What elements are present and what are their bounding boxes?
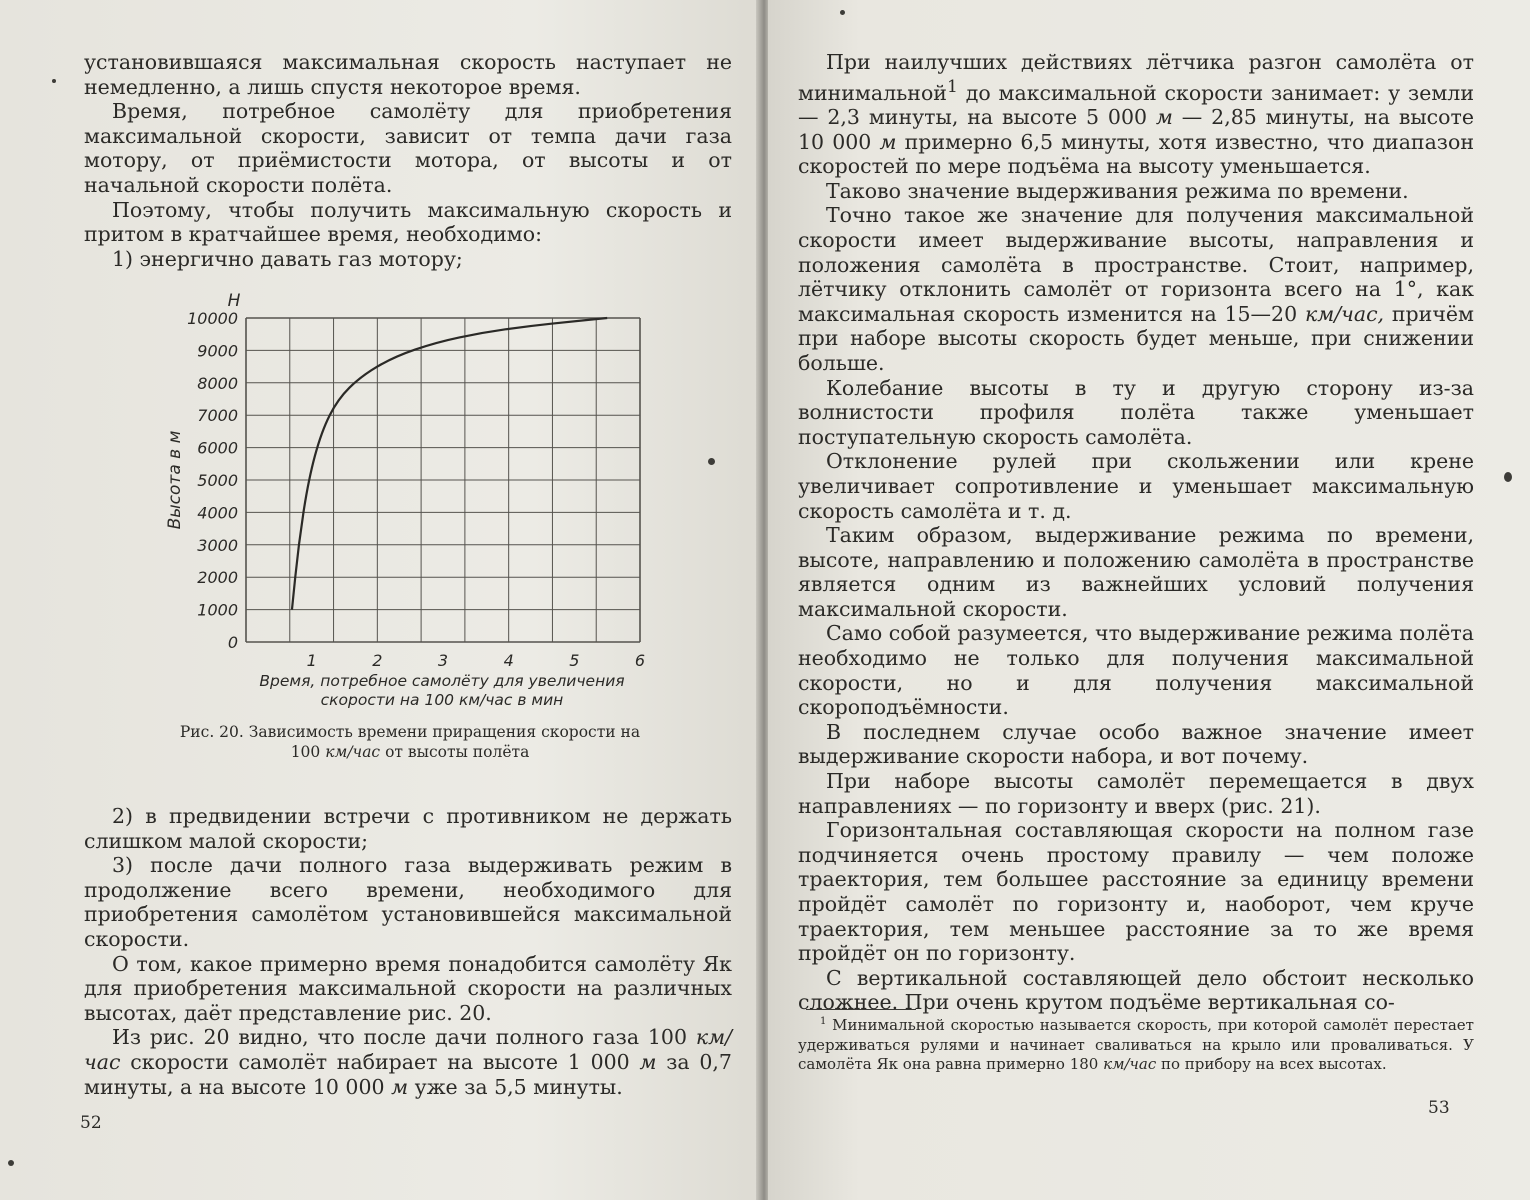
x-tick-label: 1 xyxy=(306,651,317,670)
paragraph: Таким образом, выдерживание режима по времени, высоте, направлению и положению самолёта в пространстве является одним из важнейших условий получения максимальной скорости. xyxy=(798,523,1474,621)
series-line xyxy=(292,318,607,610)
chart-svg xyxy=(160,286,660,676)
paragraph: установившаяся максимальная скорость наступает не немедленно, а лишь спустя некоторое время. xyxy=(84,50,732,99)
paragraph: Горизонтальная составляющая скорости на полном газе подчиняется очень простому правилу — чем положе траектория, тем большее расстояние за единицу времени пройдёт самолёт по горизонту и, наоборот, чем круче траектория, тем меньшее расстояние за то же время пройдёт он по горизонту. xyxy=(798,818,1474,966)
y-tick-label: 4000 xyxy=(197,503,238,523)
right-main-text xyxy=(798,50,1474,1015)
figure-caption-unit: км/час xyxy=(325,743,381,761)
paragraph: В последнем случае особо важное значение имеет выдерживание скорости набора, и вот почему. xyxy=(798,719,1474,769)
paragraph: Из рис. 20 видно, что после дачи полного газа 100 км/час скорости самолёт набирает на высоте 1 000 м за 0,7 минуты, а на высоте 10 000 м уже за 5,5 минуты. xyxy=(84,1025,732,1099)
paragraph: При наборе высоты самолёт перемещается в двух направлениях — по горизонту и вверх (рис. 21). xyxy=(798,769,1474,818)
figure-caption-prefix: Рис. 20. xyxy=(179,723,244,741)
x-tick-label: 6 xyxy=(634,651,646,670)
print-speck xyxy=(52,79,56,83)
figure-caption xyxy=(170,722,650,762)
x-tick-label: 2 xyxy=(372,651,383,670)
list-item: 1) энергично давать газ мотору; xyxy=(112,246,463,271)
right-page xyxy=(768,0,1530,1200)
x-caption-line-1: Время, потребное самолёту для увеличения xyxy=(259,672,625,690)
x-tick-label: 4 xyxy=(503,651,514,670)
paragraph: О том, какое примерно время понадобится самолёту Як для приобретения максимальной скорости на различных высотах, даёт представление рис. 20. xyxy=(84,951,732,1025)
y-axis-label: Высота в м xyxy=(165,430,185,530)
paragraph: Время, потребное самолёту для приобретения максимальной скорости, зависит от темпа дачи газа мотору, от приёмистости мотора, от высоты и от начальной скорости полёта. xyxy=(84,99,732,197)
paragraph: При наилучших действиях лётчика разгон самолёта от минимальной$^1$ до максимальной скорости занимает: у земли — 2,3 минуты, на высоте 5 000 м — 2,85 минуты, на высоте 10 000 м примерно 6,5 минуты, хотя известно, что диапазон скоростей по мере подъёма на высоту уменьшается. xyxy=(798,50,1474,179)
y-axis-letter: H xyxy=(227,291,241,311)
print-speck xyxy=(840,10,845,15)
y-tick-label: 8000 xyxy=(197,373,238,393)
print-speck xyxy=(1504,472,1512,482)
y-tick-label: 5000 xyxy=(197,471,238,490)
x-tick-label: 3 xyxy=(437,651,449,670)
y-tick-label: 6000 xyxy=(197,438,238,458)
y-tick-label: 1000 xyxy=(197,600,238,620)
paragraph: Таково значение выдерживания режима по времени. xyxy=(826,178,1409,203)
paragraph: Колебание высоты в ту и другую сторону из-за волнистости профиля полёта также уменьшает поступательную скорость самолёта. xyxy=(798,375,1474,449)
list-item: 3) после дачи полного газа выдерживать режим в продолжение всего времени, необходимого для приобретения самолётом установившейся максимальной скорости. xyxy=(84,853,732,951)
figure-caption-text-b: от высоты полёта xyxy=(385,743,530,761)
y-tick-label: 10000 xyxy=(187,309,238,328)
print-speck xyxy=(8,1160,14,1166)
left-bottom-text xyxy=(84,804,732,1099)
x-caption-line-2: скорости на 100 км/час в мин xyxy=(320,691,564,709)
y-tick-label: 2000 xyxy=(197,568,238,588)
print-speck xyxy=(708,458,715,465)
figure-caption-text-a: Зависимость времени приращения скорости на 100 xyxy=(248,723,641,761)
chart-x-axis-caption xyxy=(222,672,662,710)
paragraph: Поэтому, чтобы получить максимальную скорость и притом в кратчайшее время, необходимо: xyxy=(84,197,732,247)
figure-20-chart xyxy=(160,286,660,716)
footnote-divider xyxy=(806,1009,916,1010)
y-tick-label: 9000 xyxy=(197,341,238,361)
page-number: 52 xyxy=(80,1113,102,1133)
paragraph: С вертикальной составляющей дело обстоит несколько сложнее. При очень крутом подъёме вертикальная со- xyxy=(798,965,1474,1015)
list-item: 2) в предвидении встречи с противником не держать слишком малой скорости; xyxy=(84,804,732,853)
paragraph: Точно такое же значение для получения максимальной скорости имеет выдерживание высоты, направления и положения самолёта в пространстве. Стоит, например, лётчику отклонить самолёт от горизонта всего на 1°, как максимальная скорость изменится на 15—20 км/час, причём при наборе высоты скорость будет меньше, при снижении больше. xyxy=(798,203,1474,375)
left-page xyxy=(0,0,762,1200)
y-tick-label: 3000 xyxy=(197,535,238,555)
x-tick-label: 5 xyxy=(569,651,580,670)
y-tick-label: 0 xyxy=(227,633,238,652)
left-top-text xyxy=(84,50,732,271)
footnote: $^1$ Минимальной скоростью называется скорость, при которой самолёт перестает удерживаться рулями и начинает сваливаться на крыло или проваливаться. У самолёта Як она равна примерно 180 км/час по прибору на всех высотах. xyxy=(798,1016,1474,1073)
page-number: 53 xyxy=(1428,1098,1450,1118)
paragraph: Отклонение рулей при скольжении или крене увеличивает сопротивление и уменьшает максимальную скорость самолёта и т. д. xyxy=(798,449,1474,523)
y-tick-label: 7000 xyxy=(197,406,238,426)
paragraph: Само собой разумеется, что выдерживание режима полёта необходимо не только для получения максимальной скорости, но и для получения максимальной скороподъёмности. xyxy=(798,621,1474,720)
